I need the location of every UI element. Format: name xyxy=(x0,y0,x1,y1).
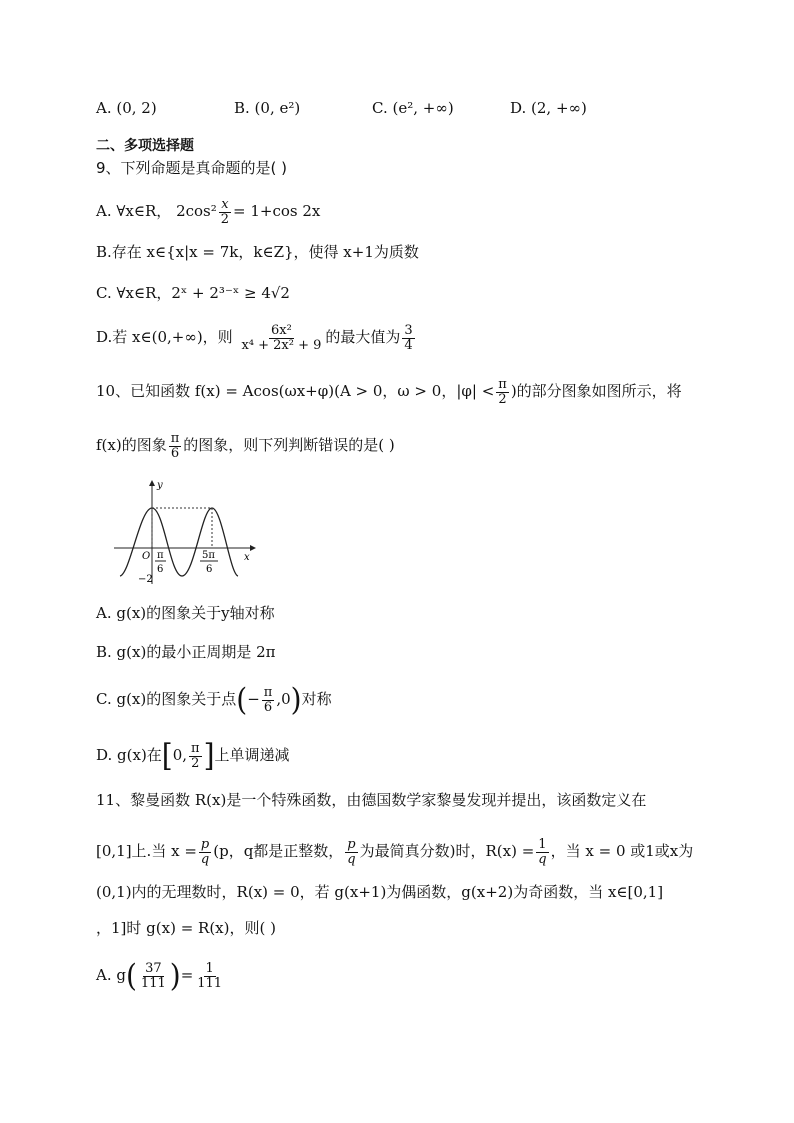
graph-neg-label: −2 xyxy=(138,574,153,585)
q10-option-d: D. g(x)在[0, $\frac{\pi}{2}$ ]上单调递减 xyxy=(96,737,290,774)
q10-stem-frac-den: 2 xyxy=(498,391,507,407)
q11-line2 xyxy=(96,838,693,866)
q10-line2-fraction xyxy=(169,432,182,460)
q10-stem-suffix: )的部分图象如图所示，将 xyxy=(510,382,682,401)
prev-option-a: A. (0, 2) xyxy=(96,99,157,117)
graph-curve xyxy=(120,508,238,576)
q11-a-arg-fraction xyxy=(139,962,168,990)
q10-c-prefix: C. g(x)的图象关于点 xyxy=(96,690,237,709)
q9-a-expr-left: 2cos² xyxy=(176,202,217,221)
q9-stem: 9、下列命题是真命题的是( ) xyxy=(96,159,288,177)
q10-stem-fraction xyxy=(496,378,509,406)
q11-line2-a: [0,1]上.当 x = xyxy=(96,842,197,861)
section-heading: 二、多项选择题 xyxy=(96,138,194,154)
q10-option-a: A. g(x)的图象关于y轴对称 xyxy=(96,604,275,622)
q11-line4: ，1]时 g(x) = R(x)，则( ) xyxy=(96,919,276,937)
q9-a-expr-right: = 1+cos 2x xyxy=(233,202,321,221)
q9-option-c: C. ∀x∈R，2ˣ + 2³⁻ˣ ≥ 4√2 xyxy=(96,284,290,302)
graph-tick2-num: 5π xyxy=(202,550,215,561)
prev-option-c: C. (e², +∞) xyxy=(372,99,454,117)
q10-stem-prefix: 10、已知函数 f(x) = Acos(ωx+φ)(A > 0，ω > 0，|φ| < xyxy=(96,382,495,401)
q10-stem-line2 xyxy=(96,432,395,460)
prev-options-row xyxy=(96,98,696,120)
q9-option-d xyxy=(96,324,417,352)
q11-line2-fraction xyxy=(199,838,211,866)
q9-d-value xyxy=(402,324,414,352)
q11-line2-frac2-num: p xyxy=(347,837,356,852)
q10-c-fraction xyxy=(262,686,275,714)
q10-line2-prefix: f(x)的图象 xyxy=(96,436,167,455)
graph-tick1-den: 6 xyxy=(157,564,164,575)
q10-stem xyxy=(96,378,682,406)
graph-y-arrow xyxy=(149,480,155,486)
q11-a-eq: = xyxy=(180,966,194,985)
prev-option-d: D. (2, +∞) xyxy=(510,99,587,117)
q10-graph xyxy=(110,478,260,588)
q9-a-frac-den: 2 xyxy=(220,211,230,227)
q10-d-prefix: D. g(x)在 xyxy=(96,746,162,765)
q11-a-val-den: 111 xyxy=(197,975,223,991)
q10-stem-frac-num: π xyxy=(498,377,507,392)
q10-c-suffix: 对称 xyxy=(301,690,332,709)
q11-line2-r-num: 1 xyxy=(538,837,547,852)
graph-x-label: x xyxy=(244,552,250,563)
graph-y-label: y xyxy=(157,480,163,491)
prev-option-b: B. (0, e²) xyxy=(234,99,301,117)
q11-a-arg-num: 37 xyxy=(145,961,162,976)
q10-line2-suffix: 的图象，则下列判断错误的是( ) xyxy=(183,436,395,455)
q9-d-val-num: 3 xyxy=(404,323,413,338)
q10-option-c: C. g(x)的图象关于点(− $\frac{\pi}{6}$ ,0)对称 xyxy=(96,681,332,718)
q9-a-frac-num: x xyxy=(221,197,229,212)
q11-line2-c: 为最简真分数)时，R(x) = xyxy=(359,842,535,861)
q10-line2-frac-den: 6 xyxy=(170,445,180,461)
q11-a-val-num: 1 xyxy=(205,961,214,976)
q10-d-fraction xyxy=(189,742,202,770)
q11-line2-r-den: q xyxy=(538,851,547,867)
q9-d-val-den: 4 xyxy=(404,337,413,353)
q11-line1: 11、黎曼函数 R(x)是一个特殊函数，由德国数学家黎曼发现并提出，该函数定义在 xyxy=(96,791,647,809)
q9-d-mid: 的最大值为 xyxy=(325,328,401,347)
q11-line2-frac-den: q xyxy=(200,851,210,867)
q11-line2-r-fraction xyxy=(536,838,548,866)
graph-tick1-num: π xyxy=(157,550,164,561)
q11-line2-frac-num: p xyxy=(200,837,210,852)
q11-option-a: A. g( $\frac{37}{111}$ )= $\frac{1}{111}$ xyxy=(96,957,223,994)
q9-a-prefix: A. ∀x∈R， xyxy=(96,202,172,221)
q11-line2-d: ，当 x = 0 或1或x为 xyxy=(550,842,694,861)
q11-line3: (0,1)内的无理数时，R(x) = 0，若 g(x+1)为偶函数，g(x+2)为奇函数，当 x∈[0,1] xyxy=(96,883,664,901)
q10-d-suffix: 上单调递减 xyxy=(214,746,290,765)
q10-d-frac-num: π xyxy=(191,741,200,756)
q10-d-frac-den: 2 xyxy=(191,755,200,771)
graph-origin-label: O xyxy=(142,551,151,562)
graph-x-arrow xyxy=(250,545,256,551)
q11-a-prefix: A. g xyxy=(96,966,126,985)
q11-line2-b: (p，q都是正整数， xyxy=(213,842,344,861)
q9-a-fraction xyxy=(219,198,231,226)
q9-d-frac-den: x⁴ + 2x² + 9 xyxy=(241,337,322,353)
q9-d-fraction xyxy=(239,324,323,352)
q11-line2-fraction-2 xyxy=(345,838,357,866)
q10-c-frac-num: π xyxy=(263,685,273,700)
q11-a-arg-den: 111 xyxy=(140,975,166,991)
q9-d-frac-num: 6x² xyxy=(271,323,292,338)
q10-line2-frac-num: π xyxy=(170,431,180,446)
q9-option-a xyxy=(96,198,320,226)
q9-option-b: B.存在 x∈{x|x = 7k，k∈Z}，使得 x+1为质数 xyxy=(96,243,419,261)
graph-tick2-den: 6 xyxy=(206,564,213,575)
q10-c-frac-den: 6 xyxy=(263,699,273,715)
q9-d-prefix: D.若 x∈(0,+∞)，则 xyxy=(96,328,233,347)
q11-line2-frac2-den: q xyxy=(347,851,356,867)
q10-option-b: B. g(x)的最小正周期是 2π xyxy=(96,643,276,661)
q11-a-val-fraction xyxy=(195,962,224,990)
